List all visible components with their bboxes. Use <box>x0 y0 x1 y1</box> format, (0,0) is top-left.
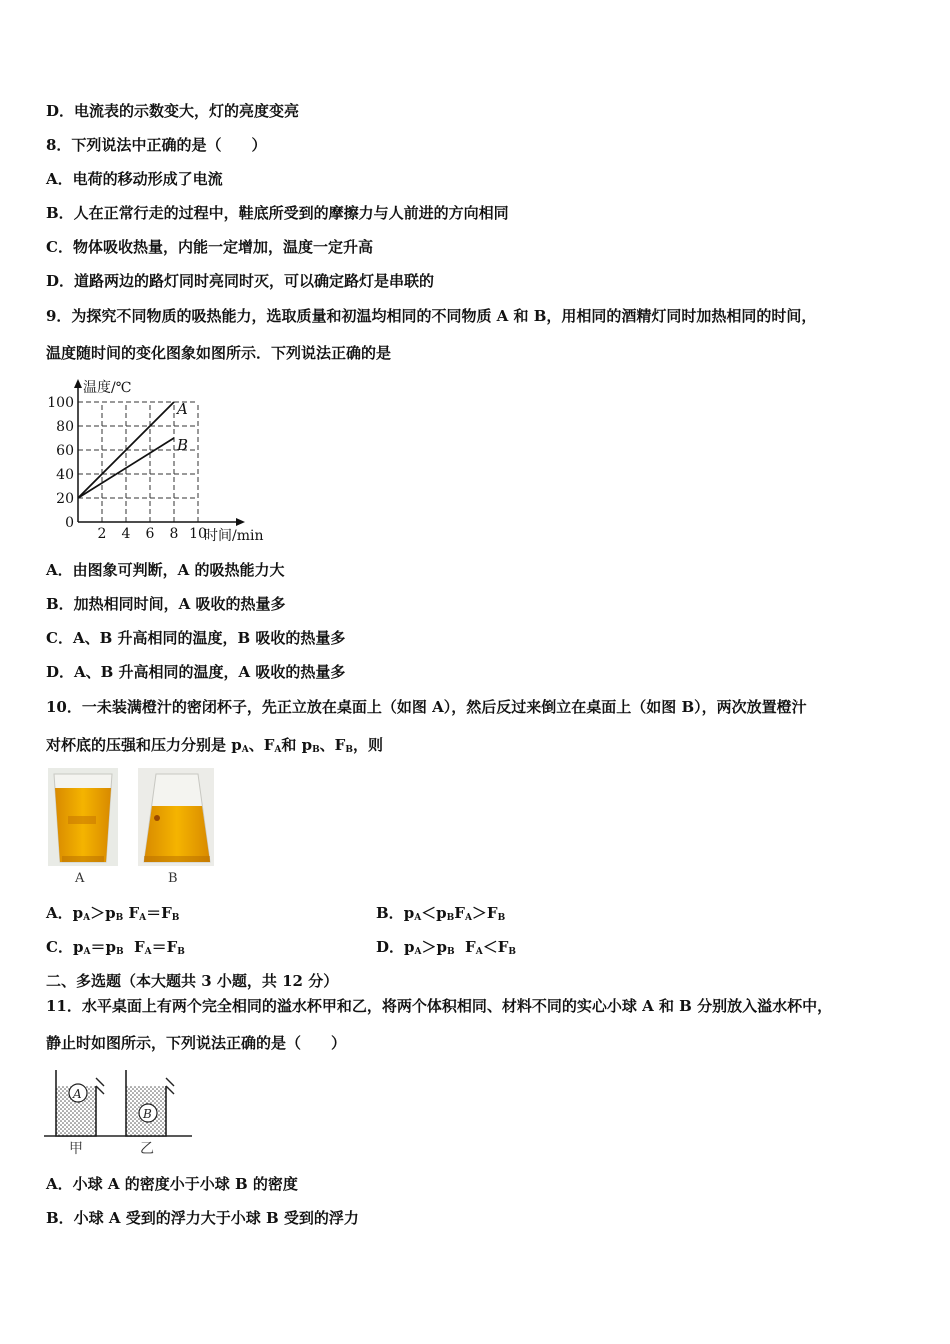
q10-option-b: B．$p_A<p_BF_A>F_B$ <box>376 904 506 923</box>
y-tick-label-0: 0 <box>65 515 74 531</box>
x-tick-label-10: 10 <box>189 526 207 542</box>
q9-stem-line2: 温度随时间的变化图象如图所示．下列说法正确的是 <box>46 344 392 362</box>
section-2-heading: 二、多选题（本大题共 3 小题，共 12 分） <box>46 972 339 990</box>
q11-stem-line1: 11．水平桌面上有两个完全相同的溢水杯甲和乙，将两个体积相同、材料不同的实心小球 A 和 B 分别放入溢水杯中， <box>46 997 833 1015</box>
x-tick-label-4: 4 <box>121 526 131 542</box>
q11-option-b: B．小球 A 受到的浮力大于小球 B 受到的浮力 <box>46 1209 359 1227</box>
x-axis-arrow <box>236 518 245 526</box>
y-tick-label-20: 20 <box>56 491 74 507</box>
q9-option-c: C．A、B 升高相同的温度，B 吸收的热量多 <box>46 629 346 647</box>
x-axis-label: 时间/min <box>204 528 264 544</box>
q10-stem-line1: 10．一未装满橙汁的密闭杯子，先正立放在桌面上（如图 A），然后反过来倒立在桌面上（如图 B），两次放置橙汁 <box>46 698 807 716</box>
x-tick-label-6: 6 <box>145 526 155 542</box>
ball-b-label: B <box>143 1107 152 1121</box>
q8-option-a: A．电荷的移动形成了电流 <box>46 170 223 188</box>
q9-stem-line1: 9．为探究不同物质的吸热能力，选取质量和初温均相同的不同物质 A 和 B，用相同的酒精灯同时加热相同的时间， <box>46 307 817 325</box>
q10-option-d: D．$p_A>p_B$ $F_A<F_B$ <box>376 938 516 957</box>
cup-jia <box>56 1070 104 1136</box>
cup-jia-label: 甲 <box>69 1141 83 1157</box>
q11-option-a: A．小球 A 的密度小于小球 B 的密度 <box>46 1175 298 1193</box>
x-tick-label-2: 2 <box>97 526 107 542</box>
q8-option-c: C．物体吸收热量，内能一定增加，温度一定升高 <box>46 238 373 256</box>
y-tick-label-40: 40 <box>56 467 74 483</box>
overflow-cups-figure <box>44 1064 194 1160</box>
ball-a-label: A <box>73 1087 82 1101</box>
q10-stem-line2: 对杯底的压强和压力分别是 $p_A$、$F_A$和 $p_B$、$F_B$，则 <box>46 736 383 755</box>
y-tick-label-80: 80 <box>56 419 74 435</box>
series-label-A: A <box>177 400 188 418</box>
temperature-time-chart <box>40 374 290 546</box>
y-axis-arrow <box>74 379 82 388</box>
q8-option-b: B．人在正常行走的过程中，鞋底所受到的摩擦力与人前进的方向相同 <box>46 204 509 222</box>
cup-yi <box>126 1070 174 1136</box>
cup-b-inverted <box>138 768 214 866</box>
q10-option-a: A．$p_A>p_B$ $F_A=F_B$ <box>46 904 180 923</box>
q9-option-b: B．加热相同时间，A 吸收的热量多 <box>46 595 286 613</box>
cup-b-label: B <box>168 871 178 886</box>
y-tick-label-60: 60 <box>56 443 74 459</box>
q10-option-c: C．$p_A=p_B$ $F_A=F_B$ <box>46 938 185 957</box>
orange-juice-cups-figure <box>44 766 222 888</box>
q11-stem-line2: 静止时如图所示，下列说法正确的是（ ） <box>46 1034 347 1052</box>
y-axis-label: 温度/℃ <box>83 380 132 396</box>
q9-option-d: D．A、B 升高相同的温度，A 吸收的热量多 <box>46 663 346 681</box>
q9-option-a: A．由图象可判断，A 的吸热能力大 <box>46 561 285 579</box>
x-tick-label-8: 8 <box>169 526 179 542</box>
cup-a-upright <box>48 768 118 866</box>
q8-stem: 8．下列说法中正确的是（ ） <box>46 136 267 154</box>
cup-a-label: A <box>75 871 85 886</box>
series-label-B: B <box>177 436 189 454</box>
q8-option-d: D．道路两边的路灯同时亮同时灭，可以确定路灯是串联的 <box>46 272 435 290</box>
cup-yi-label: 乙 <box>140 1141 154 1157</box>
q7-option-d: D．电流表的示数变大，灯的亮度变亮 <box>46 102 300 120</box>
y-tick-label-100: 100 <box>47 395 74 411</box>
